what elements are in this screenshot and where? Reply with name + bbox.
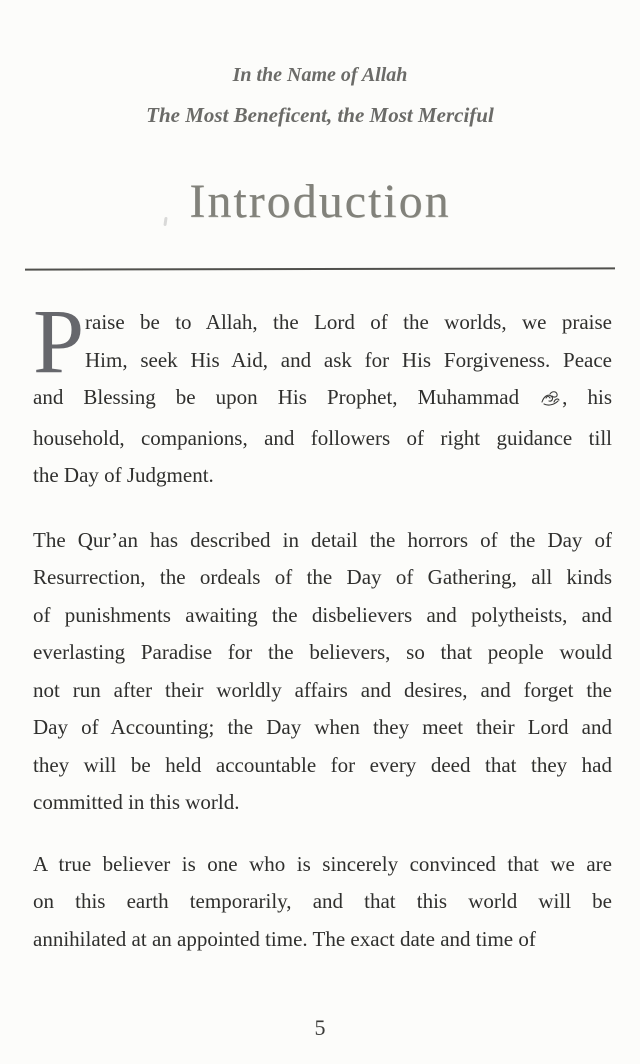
body-line: committed in this world. — [33, 790, 240, 814]
body-line: raise be to Allah, the Lord of the worlds, we praise — [85, 310, 612, 334]
body-line: annihilated at an appointed time. The exact date and time of — [33, 926, 536, 951]
body-line: household, companions, and followers of right guidance till — [33, 425, 612, 450]
paragraph — [33, 846, 612, 959]
body-line: they will be held accountable for every deed that they had — [33, 752, 612, 777]
bismillah-line-2: The Most Beneficent, the Most Merciful — [146, 103, 494, 127]
body-line: Day of Accounting; the Day when they meet their Lord and — [33, 715, 612, 739]
body-line: of punishments awaiting the disbelievers and polytheists, and — [33, 602, 612, 627]
paragraph — [33, 522, 612, 822]
body-line: everlasting Paradise for the believers, so that people would — [33, 640, 612, 664]
body-line: and Blessing be upon His Prophet, Muhammad , his — [33, 379, 612, 420]
paragraph — [33, 290, 612, 495]
prophet-honorific-icon — [540, 382, 561, 420]
drop-cap: P — [33, 290, 85, 392]
body-line: A true believer is one who is sincerely convinced that we are — [33, 851, 612, 876]
body-line: on this earth temporarily, and that this world will be — [33, 889, 612, 913]
body-line: Him, seek His Aid, and ask for His Forgiveness. Peace — [85, 347, 612, 372]
body-line: the Day of Judgment. — [33, 463, 214, 487]
body-line: Resurrection, the ordeals of the Day of Gathering, all kinds — [33, 565, 612, 589]
content — [0, 290, 640, 958]
body-line: The Qur’an has described in detail the horrors of the Day of — [33, 527, 612, 552]
bismillah-line-1: In the Name of Allah — [232, 64, 408, 86]
body-line: not run after their worldly affairs and desires, and forget the — [33, 677, 612, 702]
chapter-title: Introduction — [189, 175, 451, 228]
divider-rule — [25, 267, 615, 270]
page-number: 5 — [314, 1015, 326, 1040]
